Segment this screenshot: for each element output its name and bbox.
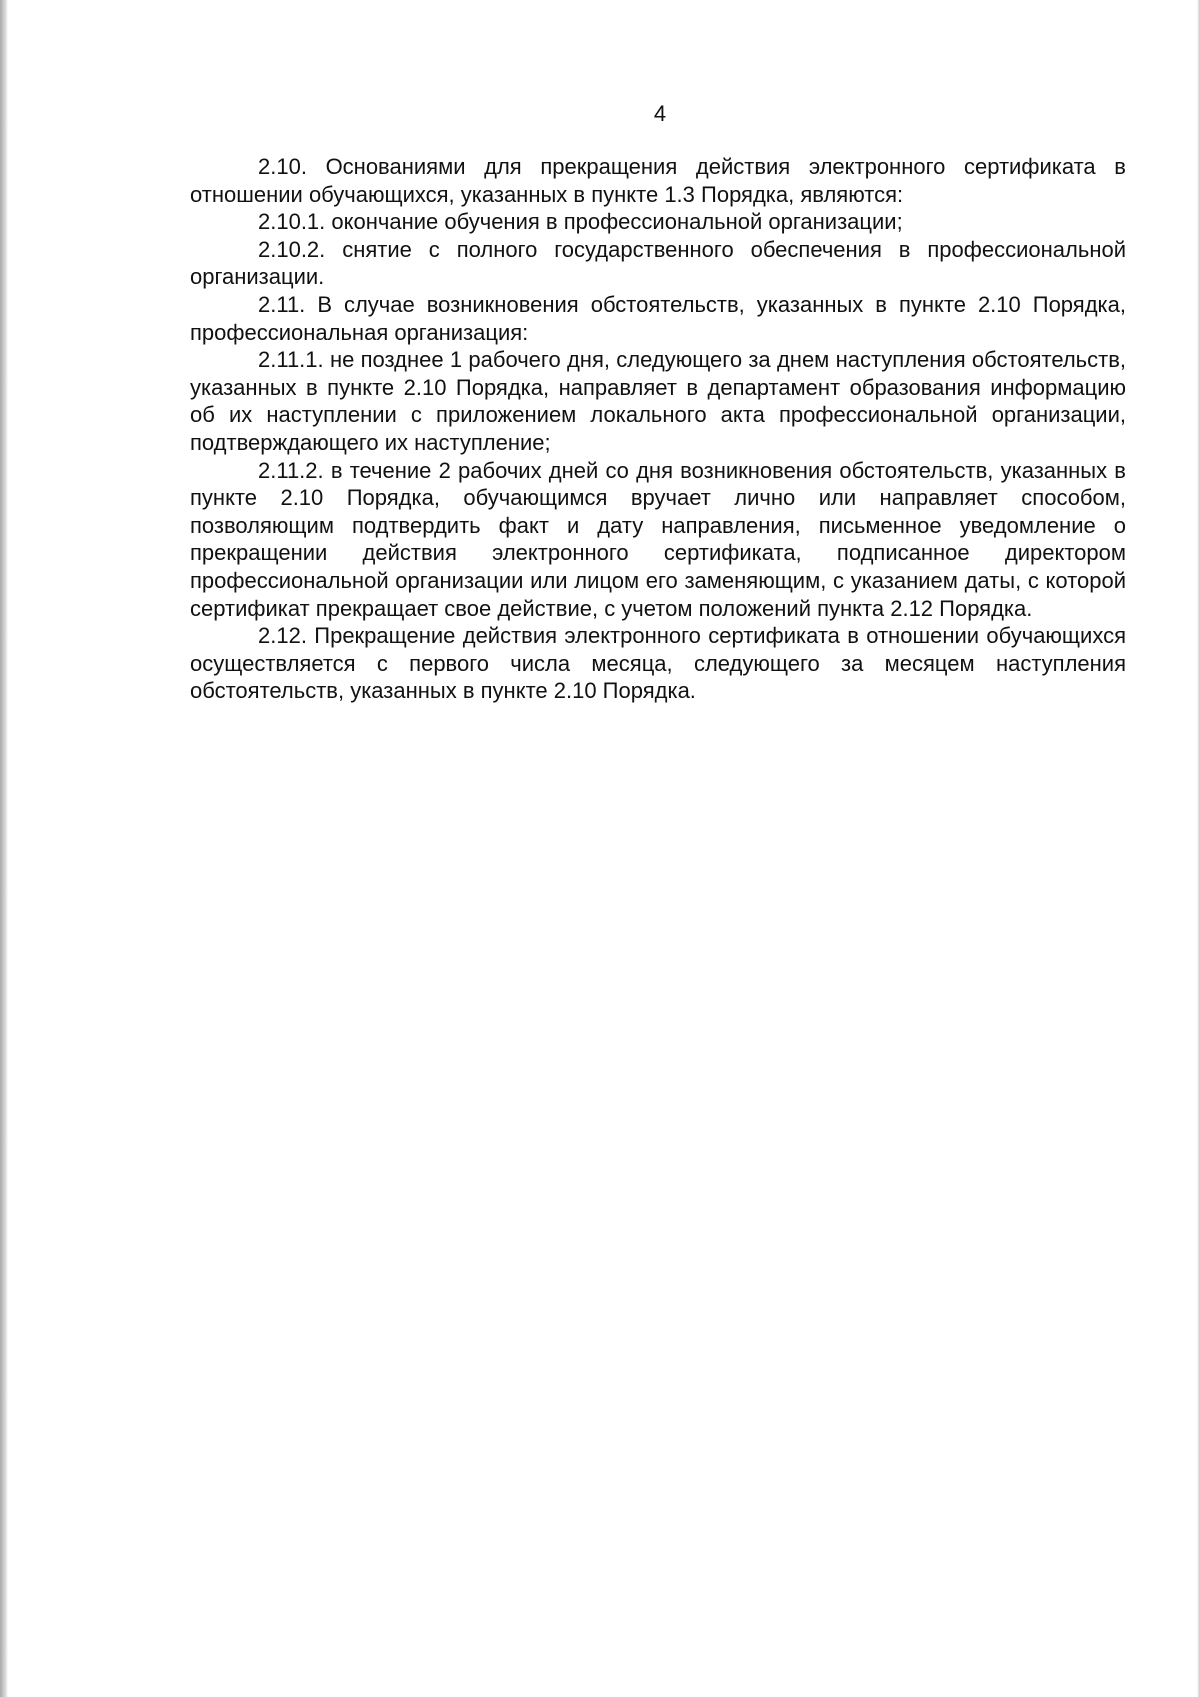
paragraph-text: Основаниями для прекращения действия электронного сертификата в отношении обучающихся, указанных в пункте 1.3 Порядка, являются:	[190, 154, 1126, 207]
page-number: 4	[653, 101, 667, 126]
scan-edge-left	[0, 0, 8, 1697]
paragraph-number: 2.11.2.	[258, 457, 324, 483]
paragraph-text: в течение 2 рабочих дней со дня возникновения обстоятельств, указанных в пункте 2.10 Порядка, обучающимся вручает лично или направляет способом, позволяющим подтвердить факт и дату направления, письменное уведомление о прекращении действия электронного сертификата, подписанное директором профессиональной организации или лицом его заменяющим, с указанием даты, с которой сертификат прекращает свое действие, с учетом положений пункта 2.12 Порядка.	[190, 457, 1126, 621]
paragraph-text: Прекращение действия электронного сертификата в отношении обучающихся осуществляется с первого числа месяца, следующего за месяцем наступления обстоятельств, указанных в пункте 2.10 Порядка.	[190, 623, 1126, 704]
document-body	[190, 153, 1126, 705]
paragraph-2-11	[190, 291, 1126, 346]
paragraph-number: 2.10.1.	[258, 209, 326, 235]
paragraph-2-10	[190, 153, 1126, 208]
paragraph-text: В случае возникновения обстоятельств, указанных в пункте 2.10 Порядка, профессиональная организация:	[190, 291, 1126, 345]
paragraph-text: снятие с полного государственного обеспечения в профессиональной организации.	[190, 236, 1126, 290]
paragraph-2-11-1	[190, 346, 1126, 456]
paragraph-2-12	[190, 622, 1126, 705]
paragraph-number: 2.11.	[258, 291, 306, 317]
paragraph-number: 2.12.	[258, 623, 307, 649]
paragraph-number: 2.11.1.	[258, 347, 324, 373]
paragraph-number: 2.10.	[258, 154, 307, 179]
paragraph-2-10-2	[190, 236, 1126, 291]
paragraph-text: не позднее 1 рабочего дня, следующего за днем наступления обстоятельств, указанных в пункте 2.10 Порядка, направляет в департамент образования информацию об их наступлении с приложением локального акта профессиональной организации, подтверждающего их наступление;	[190, 347, 1126, 455]
paragraph-number: 2.10.2.	[258, 236, 326, 262]
paragraph-2-10-1	[190, 208, 1126, 236]
paragraph-2-11-2	[190, 457, 1126, 623]
paragraph-text: окончание обучения в профессиональной организации;	[331, 209, 903, 235]
